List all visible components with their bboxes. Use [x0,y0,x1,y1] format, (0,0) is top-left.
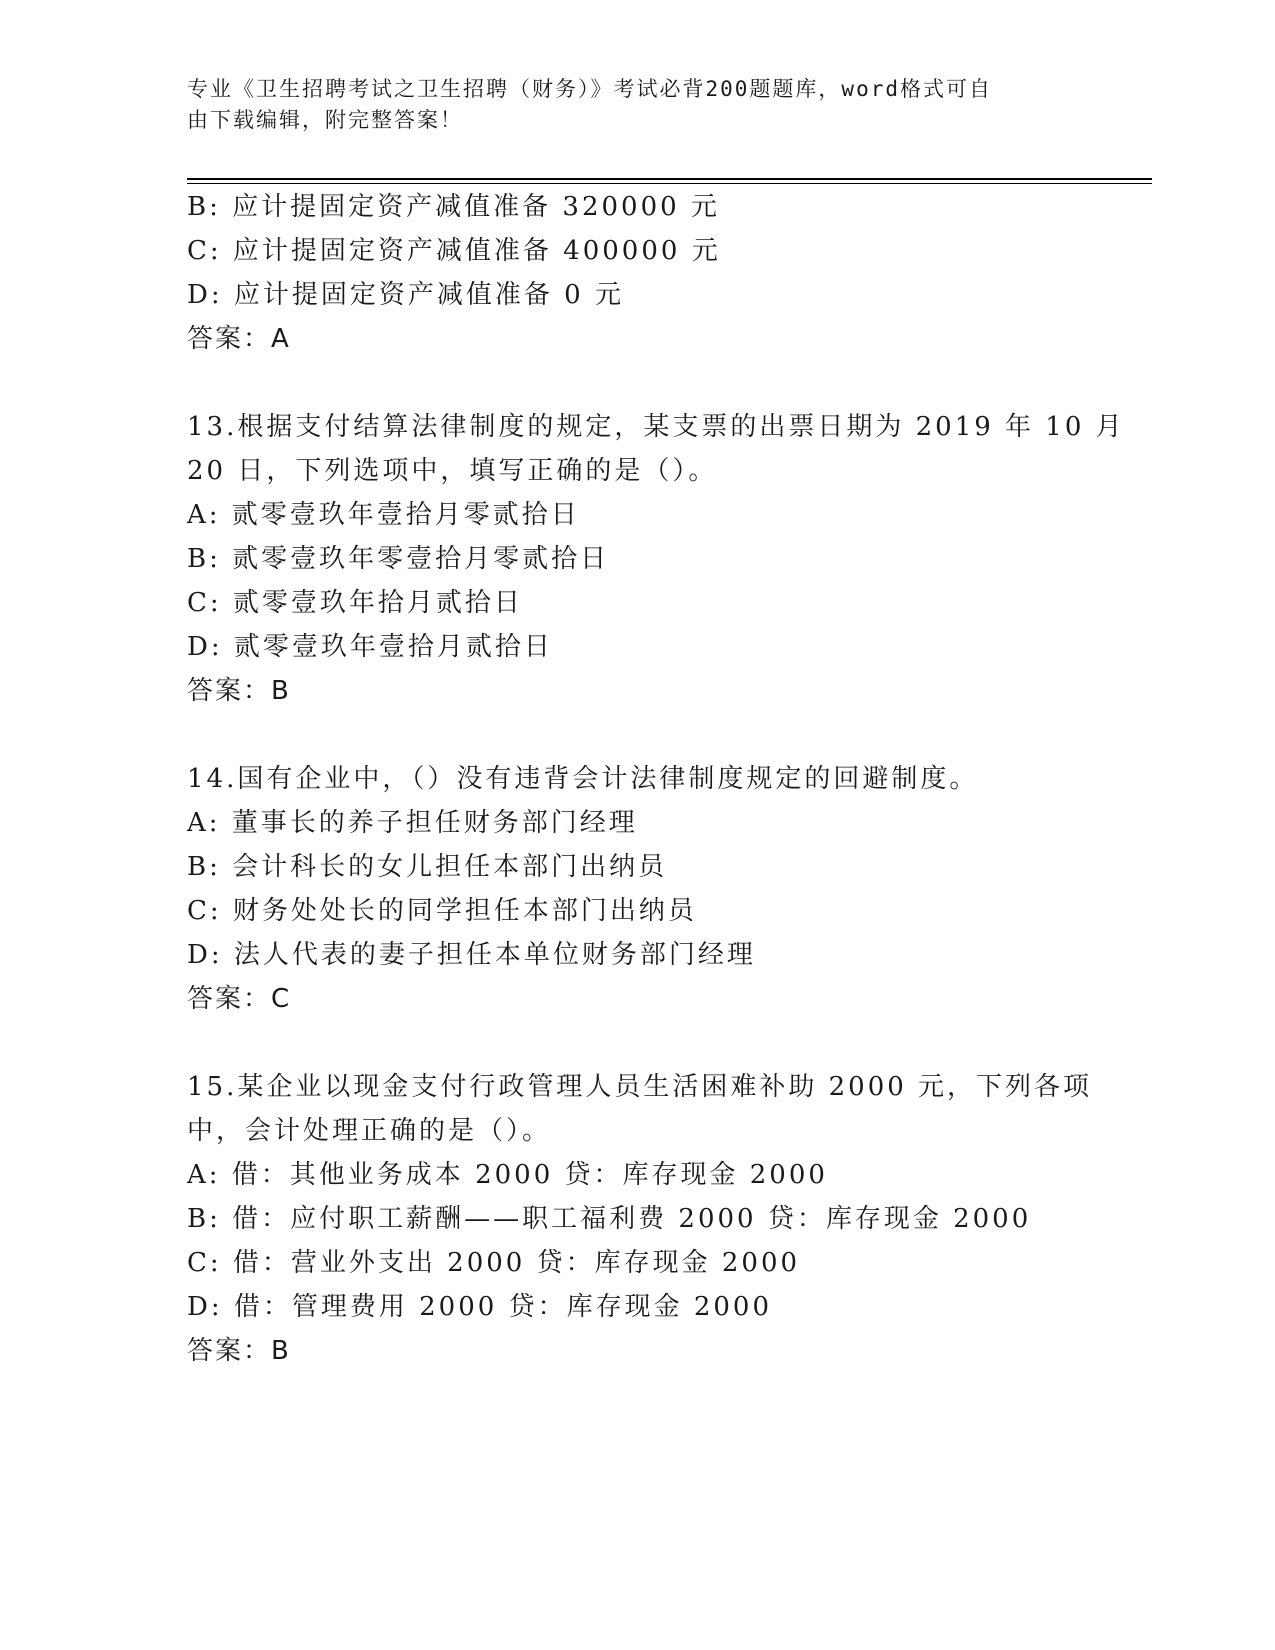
q13-option-c: C: 贰零壹玖年拾月贰拾日 [187,588,523,618]
document-header [187,74,1067,136]
q13-option-b: B: 贰零壹玖年零壹拾月零贰拾日 [187,544,610,574]
q15-option-a: A: 借：其他业务成本 2000 贷：库存现金 2000 [187,1160,828,1190]
q14-option-a: A: 董事长的养子担任财务部门经理 [187,808,638,838]
header-line-2: 由下载编辑，附完整答案！ [187,108,463,132]
q15-stem-line-1: 15.某企业以现金支付行政管理人员生活困难补助 2000 元，下列各项 [187,1072,1093,1102]
q12-option-d: D: 应计提固定资产减值准备 0 元 [187,280,624,310]
q14-stem-line-1: 14.国有企业中，（）没有违背会计法律制度规定的回避制度。 [187,764,979,794]
header-line-1: 专业《卫生招聘考试之卫生招聘（财务）》考试必背200题题库，word格式可自 [187,77,992,101]
q13-answer: 答案：B [187,676,291,706]
q13-option-d: D: 贰零壹玖年壹拾月贰拾日 [187,632,553,662]
q15-option-d: D: 借：管理费用 2000 贷：库存现金 2000 [187,1292,773,1322]
q12-option-c: C: 应计提固定资产减值准备 400000 元 [187,236,721,266]
q12-option-b: B: 应计提固定资产减值准备 320000 元 [187,192,720,222]
q12-answer: 答案：A [187,324,291,354]
q14-answer: 答案：C [187,984,292,1014]
q15-stem-line-2: 中，会计处理正确的是（）。 [187,1116,552,1146]
q15-option-b: B: 借：应付职工薪酬——职工福利费 2000 贷：库存现金 2000 [187,1204,1032,1234]
q15-answer: 答案：B [187,1336,291,1366]
q13-stem-line-2: 20 日，下列选项中，填写正确的是（）。 [187,456,718,486]
header-divider-thin [187,183,1152,184]
q13-option-a: A: 贰零壹玖年壹拾月零贰拾日 [187,500,580,530]
q15-option-c: C: 借：营业外支出 2000 贷：库存现金 2000 [187,1248,801,1278]
q13-stem-line-1: 13.根据支付结算法律制度的规定，某支票的出票日期为 2019 年 10 月 [187,412,1125,442]
header-divider-thick [187,178,1152,180]
q14-option-b: B: 会计科长的女儿担任本部门出纳员 [187,852,668,882]
q14-option-c: C: 财务处处长的同学担任本部门出纳员 [187,896,697,926]
q14-option-d: D: 法人代表的妻子担任本单位财务部门经理 [187,940,756,970]
